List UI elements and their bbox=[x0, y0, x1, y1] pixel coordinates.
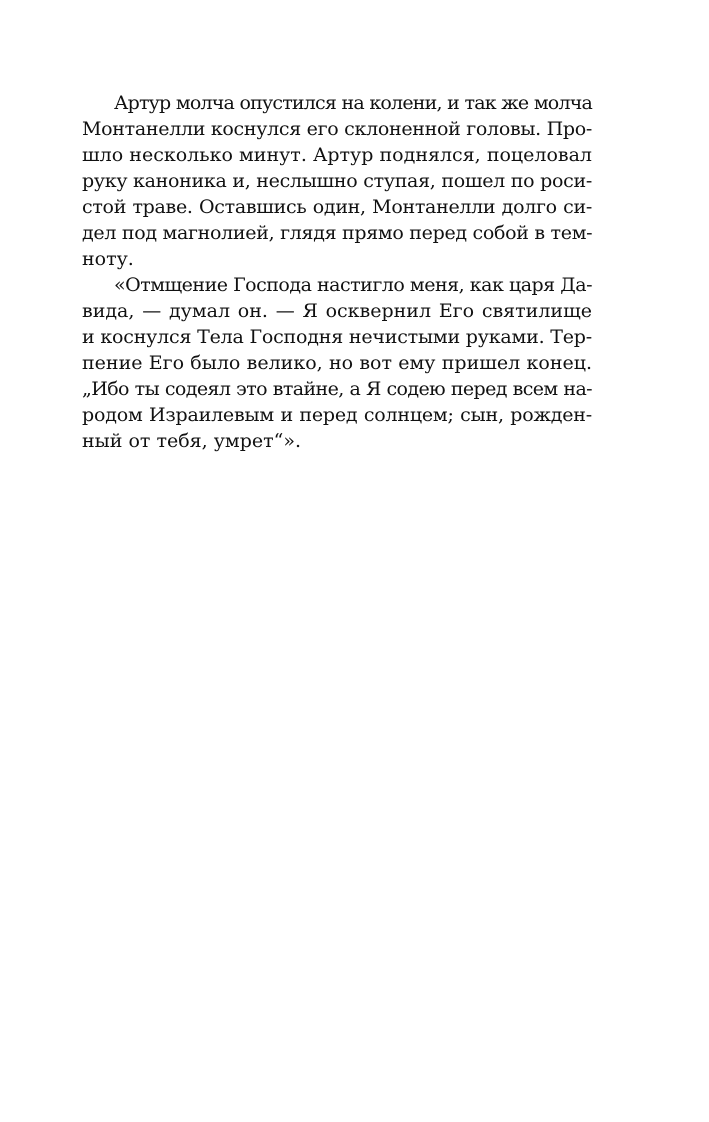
text-line: и коснулся Тела Господня нечистыми руками. Тер- bbox=[82, 326, 592, 348]
text-line: дел под магнолией, глядя прямо перед собой в тем- bbox=[82, 222, 593, 244]
text-line: Монтанелли коснулся его склоненной головы. Про- bbox=[82, 118, 593, 140]
paragraph-2 bbox=[82, 272, 592, 454]
text-line: Артур молча опустился на колени, и так же молча bbox=[114, 92, 592, 114]
text-line: пение Его было велико, но вот ему пришел конец. bbox=[82, 352, 592, 374]
text-line: шло несколько минут. Артур поднялся, поцеловал bbox=[82, 144, 592, 166]
paragraph-1 bbox=[82, 90, 592, 272]
text-line: «Отмщение Господа настигло меня, как царя Да- bbox=[114, 274, 592, 296]
text-line: родом Израилевым и перед солнцем; сын, рожден- bbox=[82, 404, 592, 426]
body-text bbox=[82, 90, 592, 454]
text-line: ный от тебя, умрет“». bbox=[82, 430, 301, 452]
text-line: „Ибо ты содеял это втайне, а Я содею перед всем на- bbox=[82, 378, 592, 400]
text-line: руку каноника и, неслышно ступая, пошел по роси- bbox=[82, 170, 592, 192]
text-line: вида, — думал он. — Я осквернил Его святилище bbox=[82, 300, 592, 322]
text-line: стой траве. Оставшись один, Монтанелли долго си- bbox=[82, 196, 592, 218]
text-line: ноту. bbox=[82, 248, 134, 270]
